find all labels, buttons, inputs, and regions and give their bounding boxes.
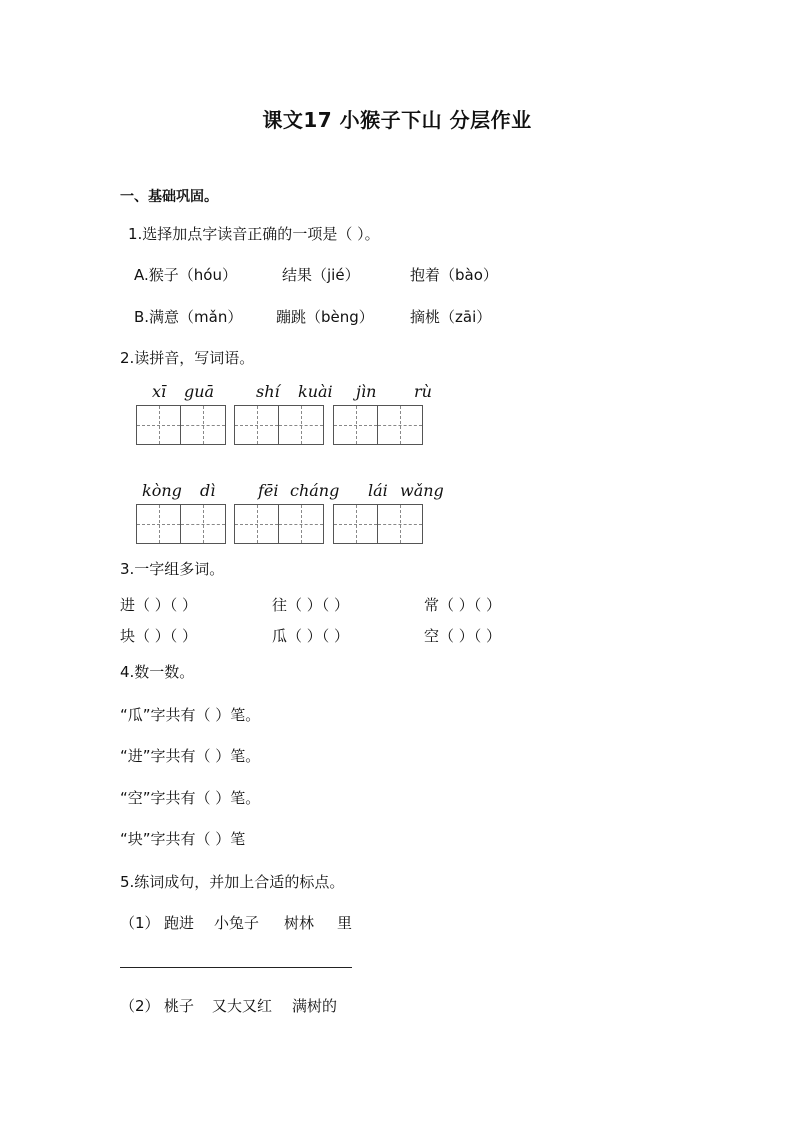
pinyin-label: rù [414,382,432,401]
stroke-count-line: “块”字共有（ ）笔 [120,830,246,848]
stroke-count-line: “瓜”字共有（ ）笔。 [120,706,261,724]
sentence-item-label: （1） [120,914,160,932]
word-group-item: 空（ ）（ ） [424,627,502,645]
word-group-item: 常（ ）（ ） [424,596,502,614]
pinyin-label: shí [256,382,280,401]
q1-option-a2: 结果（jié） [282,266,360,284]
sentence-word: 跑进 [164,914,195,932]
page-title: 课文17 小猴子下山 分层作业 [262,108,532,132]
word-group-item: 进（ ）（ ） [120,596,198,614]
section-heading-basic: 一、基础巩固。 [120,189,218,205]
q1-option-b1: B.满意（mǎn） [134,308,243,326]
q1-option-a1: A.猴子（hóu） [134,266,237,284]
word-group-item: 瓜（ ）（ ） [272,627,350,645]
sentence-word: 桃子 [164,997,195,1015]
question-2-prompt: 2.读拼音，写词语。 [120,349,255,367]
question-1-prompt: 1.选择加点字读音正确的一项是（ ）。 [128,225,380,243]
sentence-word: 又大又红 [212,997,273,1015]
pinyin-label: cháng [290,481,340,500]
stroke-count-line: “进”字共有（ ）笔。 [120,747,261,765]
writing-grid[interactable] [136,504,226,544]
pinyin-label: lái [368,481,388,500]
sentence-word: 里 [337,914,353,932]
writing-grid[interactable] [234,405,324,445]
stroke-count-line: “空”字共有（ ）笔。 [120,789,261,807]
pinyin-label: wǎng [400,481,444,500]
q1-option-b3: 摘桃（zāi） [410,308,492,326]
pinyin-label: fēi [258,481,279,500]
word-group-item: 块（ ）（ ） [120,627,198,645]
question-5-prompt: 5.练词成句，并加上合适的标点。 [120,873,345,891]
word-group-item: 往（ ）（ ） [272,596,350,614]
writing-grid[interactable] [333,405,423,445]
pinyin-label: dì [200,481,216,500]
writing-grid[interactable] [234,504,324,544]
sentence-word: 小兔子 [214,914,260,932]
pinyin-label: kuài [298,382,333,401]
pinyin-label: xī [152,382,167,401]
pinyin-label: kòng [142,481,182,500]
sentence-item-label: （2） [120,997,160,1015]
pinyin-label: jìn [356,382,377,401]
q1-option-b2: 蹦跳（bèng） [276,308,374,326]
writing-grid[interactable] [136,405,226,445]
sentence-word: 满树的 [292,997,338,1015]
writing-grid[interactable] [333,504,423,544]
answer-line[interactable] [120,967,352,968]
pinyin-label: guā [184,382,215,401]
question-4-prompt: 4.数一数。 [120,663,195,681]
sentence-word: 树林 [284,914,315,932]
question-3-prompt: 3.一字组多词。 [120,560,225,578]
q1-option-a3: 抱着（bào） [410,266,498,284]
